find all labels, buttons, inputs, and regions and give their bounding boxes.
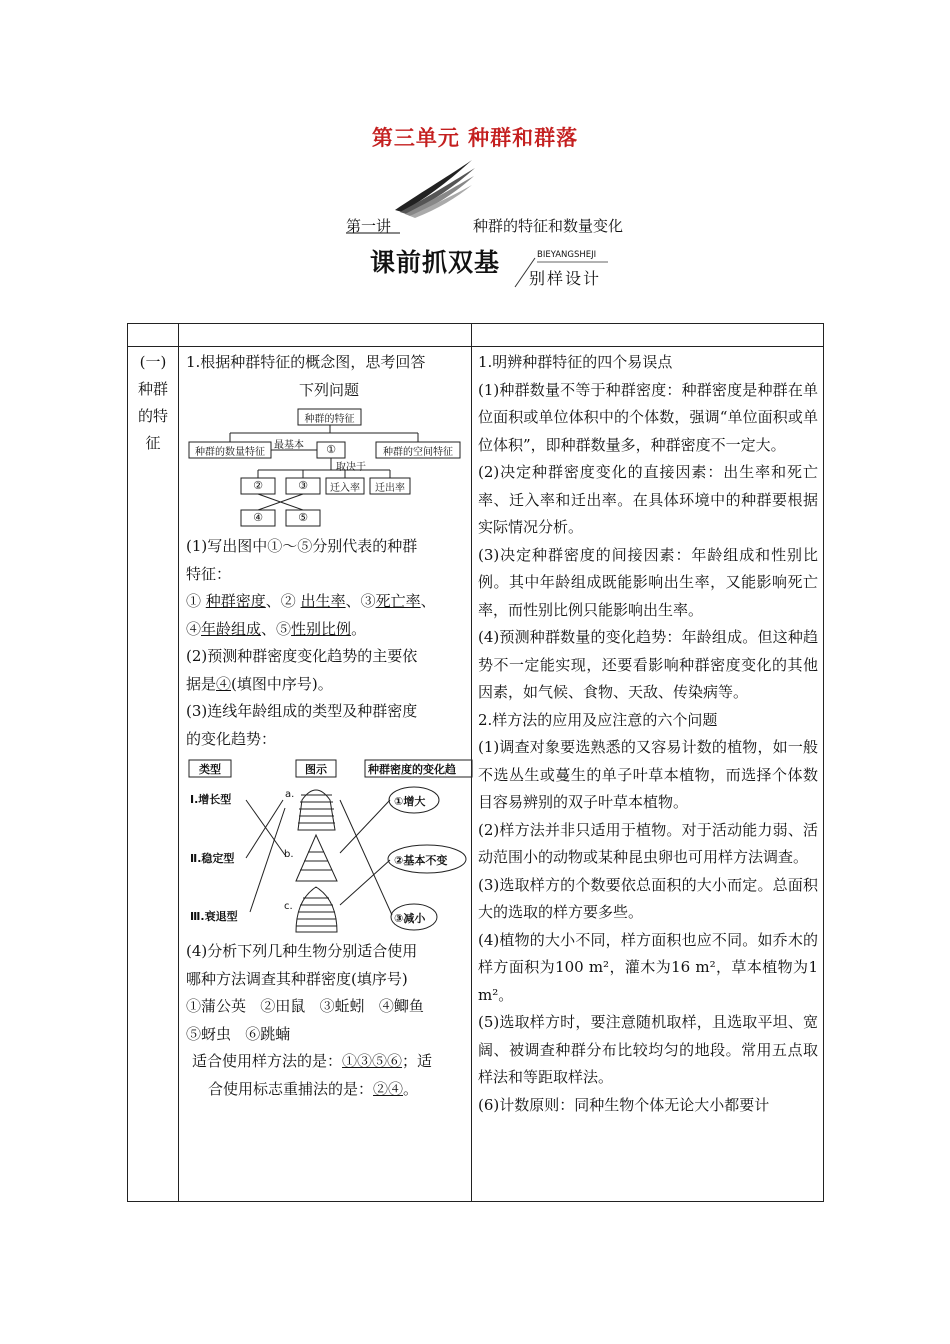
type-increasing: Ⅰ.增长型 [190, 793, 232, 806]
concept-n5: ⑤ [298, 511, 308, 524]
type-declining: Ⅲ.衰退型 [190, 910, 238, 923]
brand-main-title: 课前抓双基 [370, 248, 501, 277]
quadrat-note-5: (5)选取样方时，要注意随机取样，且选取平坦、宽阔、被调查种群分布比较均匀的地段。常用五点取样法和等距取样法。 [478, 1013, 818, 1086]
figure-c-label: c. [284, 901, 293, 912]
concept-emigration: 迁出率 [375, 483, 405, 494]
matching-head-figure: 图示 [305, 763, 327, 776]
q1-1-answers-line2: ④年龄组成、⑤性别比例。 [186, 619, 367, 638]
pyramid-b [296, 835, 337, 881]
answer-5: 性别比例 [291, 619, 352, 638]
trend-decrease: ③减小 [394, 912, 426, 925]
heading-pitfalls: 1.明辨种群特征的四个易误点 [478, 353, 673, 371]
quadrat-note-3: (3)选取样方的个数要依总面积的大小而定。总面积大的选取的样方要多些。 [478, 875, 818, 921]
pitfall-4: (4)预测种群数量的变化趋势：年龄组成。但这种趋势不一定能实现，还要看影响种群密度变化的其他因素，如气候、食物、天敌、传染病等。 [478, 628, 818, 701]
matching-head-trend: 种群密度的变化趋 [368, 763, 456, 776]
concept-n1: ① [326, 443, 336, 456]
q1-2-pre: 据是 [186, 674, 217, 693]
q1-4-answer-mid: ；适 [402, 1052, 433, 1070]
answer-1: 种群密度 [205, 592, 266, 610]
q1-1-line1: (1)写出图中①～⑤分别代表的种群 [186, 537, 418, 555]
figure-b-label: b. [284, 849, 294, 860]
q1-1-answers-line1: ① 种群密度、② 出生率、③死亡率、 [186, 592, 436, 610]
q1-3-line1: (3)连线年龄组成的类型及种群密度 [186, 702, 418, 720]
q1-4-answer-pre2: 合使用标志重捕法的是： [208, 1079, 374, 1098]
swoosh-logo [395, 160, 475, 218]
concept-basic-label: 最基本 [274, 440, 304, 451]
type-stable: Ⅱ.稳定型 [190, 852, 235, 865]
right-column [478, 349, 818, 1119]
pyramid-a [298, 790, 335, 830]
heading-quadrat: 2.样方法的应用及应注意的六个问题 [478, 710, 718, 729]
pitfall-3: (3)决定种群密度的间接因素：年龄组成和性别比例。其中年龄组成既能影响出生率，又能影响死亡率，而性别比例只能影响出生率。 [478, 545, 818, 619]
quadrat-note-4: (4)植物的大小不同，样方面积也应不同。如乔木的样方面积为100 m²，灌木为16 m²，草本植物为1 m²。 [478, 930, 818, 1004]
concept-top-label: 种群的特征 [304, 414, 355, 425]
lecture-title: 种群的特征和数量变化 [473, 217, 624, 235]
concept-left-label: 种群的数量特征 [195, 447, 265, 458]
q1-title-line1: 1.根据种群特征的概念图，思考回答 [186, 353, 426, 371]
organisms-line1: ①蒲公英 ②田鼠 ③蚯蚓 ④鲫鱼 [186, 997, 424, 1015]
q1-2-line2 [186, 671, 472, 699]
concept-n4: ④ [253, 511, 263, 524]
pyramid-c [296, 887, 337, 932]
quadrat-note-2: (2)样方法并非只适用于植物。对于活动能力弱、活动范围小的动物或某种昆虫卵也可用样方法调查。 [478, 820, 818, 866]
concept-right-label: 种群的空间特征 [383, 447, 453, 458]
q1-4-line2: 哪种方法调查其种群密度(填序号) [186, 969, 408, 988]
answer-3: 死亡率 [375, 592, 421, 610]
matching-diagram [189, 760, 472, 932]
q1-2-post: (填图中序号)。 [231, 674, 333, 693]
q1-3-line2: 的变化趋势： [186, 729, 277, 748]
concept-n3: ③ [298, 479, 308, 492]
q1-2-line1: (2)预测种群密度变化趋势的主要依 [186, 647, 418, 665]
pitfall-2: (2)决定种群密度变化的直接因素：出生率和死亡率、迁入率和迁出率。在具体环境中的种群要根据实际情况分析。 [478, 463, 818, 536]
matching-head-type: 类型 [199, 763, 221, 776]
quadrat-note-6: (6)计数原则：同种生物个体无论大小都要计 [478, 1095, 770, 1114]
q1-part-4 [186, 938, 472, 1103]
trend-stable: ②基本不变 [394, 854, 448, 867]
section-label: (一)种群的特征 [137, 353, 168, 452]
q1-4-answer-end: 。 [403, 1079, 419, 1098]
middle-column [186, 349, 472, 404]
quadrat-note-1: (1)调查对象要选熟悉的又容易计数的植物，如一般不选丛生或蔓生的单子叶草本植物，而选择个体数目容易辨别的双子叶草本植物。 [478, 738, 818, 811]
q1-4-answer-pre: 适合使用样方法的是： [192, 1052, 343, 1070]
answer-4: 年龄组成 [201, 619, 262, 638]
q1-title-line2: 下列问题 [298, 380, 359, 399]
q1-4-line1: (4)分析下列几种生物分别适合使用 [186, 942, 418, 960]
figure-a-label: a. [285, 789, 295, 800]
lecture-number: 第一讲 [346, 217, 392, 235]
concept-depends-label: 取决于 [336, 462, 366, 473]
concept-immigration: 迁入率 [330, 483, 360, 494]
quadrat-method-answer: ①③⑤⑥ [342, 1052, 403, 1070]
mark-recapture-answer: ②④ [373, 1079, 404, 1098]
q1-2-answer: ④ [216, 674, 232, 693]
section-label-cell [128, 349, 178, 457]
answer-2: 出生率 [300, 592, 346, 610]
q1-1-line2: 特征： [186, 564, 232, 583]
organisms-line2: ⑤蚜虫 ⑥跳蝻 [186, 1024, 291, 1043]
brand-subtitle: 别样设计 [529, 269, 602, 288]
concept-map-diagram [189, 409, 460, 526]
q1-4-answer-line2 [186, 1076, 472, 1104]
q1-parts-1-3 [186, 533, 472, 753]
trend-increase: ①增大 [394, 795, 426, 808]
brand-pinyin: BIEYANGSHEJI [537, 250, 597, 260]
concept-n2: ② [253, 479, 263, 492]
unit-title: 第三单元 种群和群落 [371, 125, 579, 150]
pitfall-1: (1)种群数量不等于种群密度：种群密度是种群在单位面积或单位体积中的个体数，强调“单位面积或单位体积”，即种群数量多，种群密度不一定大。 [478, 380, 818, 454]
q1-4-answer-line1 [186, 1048, 472, 1076]
